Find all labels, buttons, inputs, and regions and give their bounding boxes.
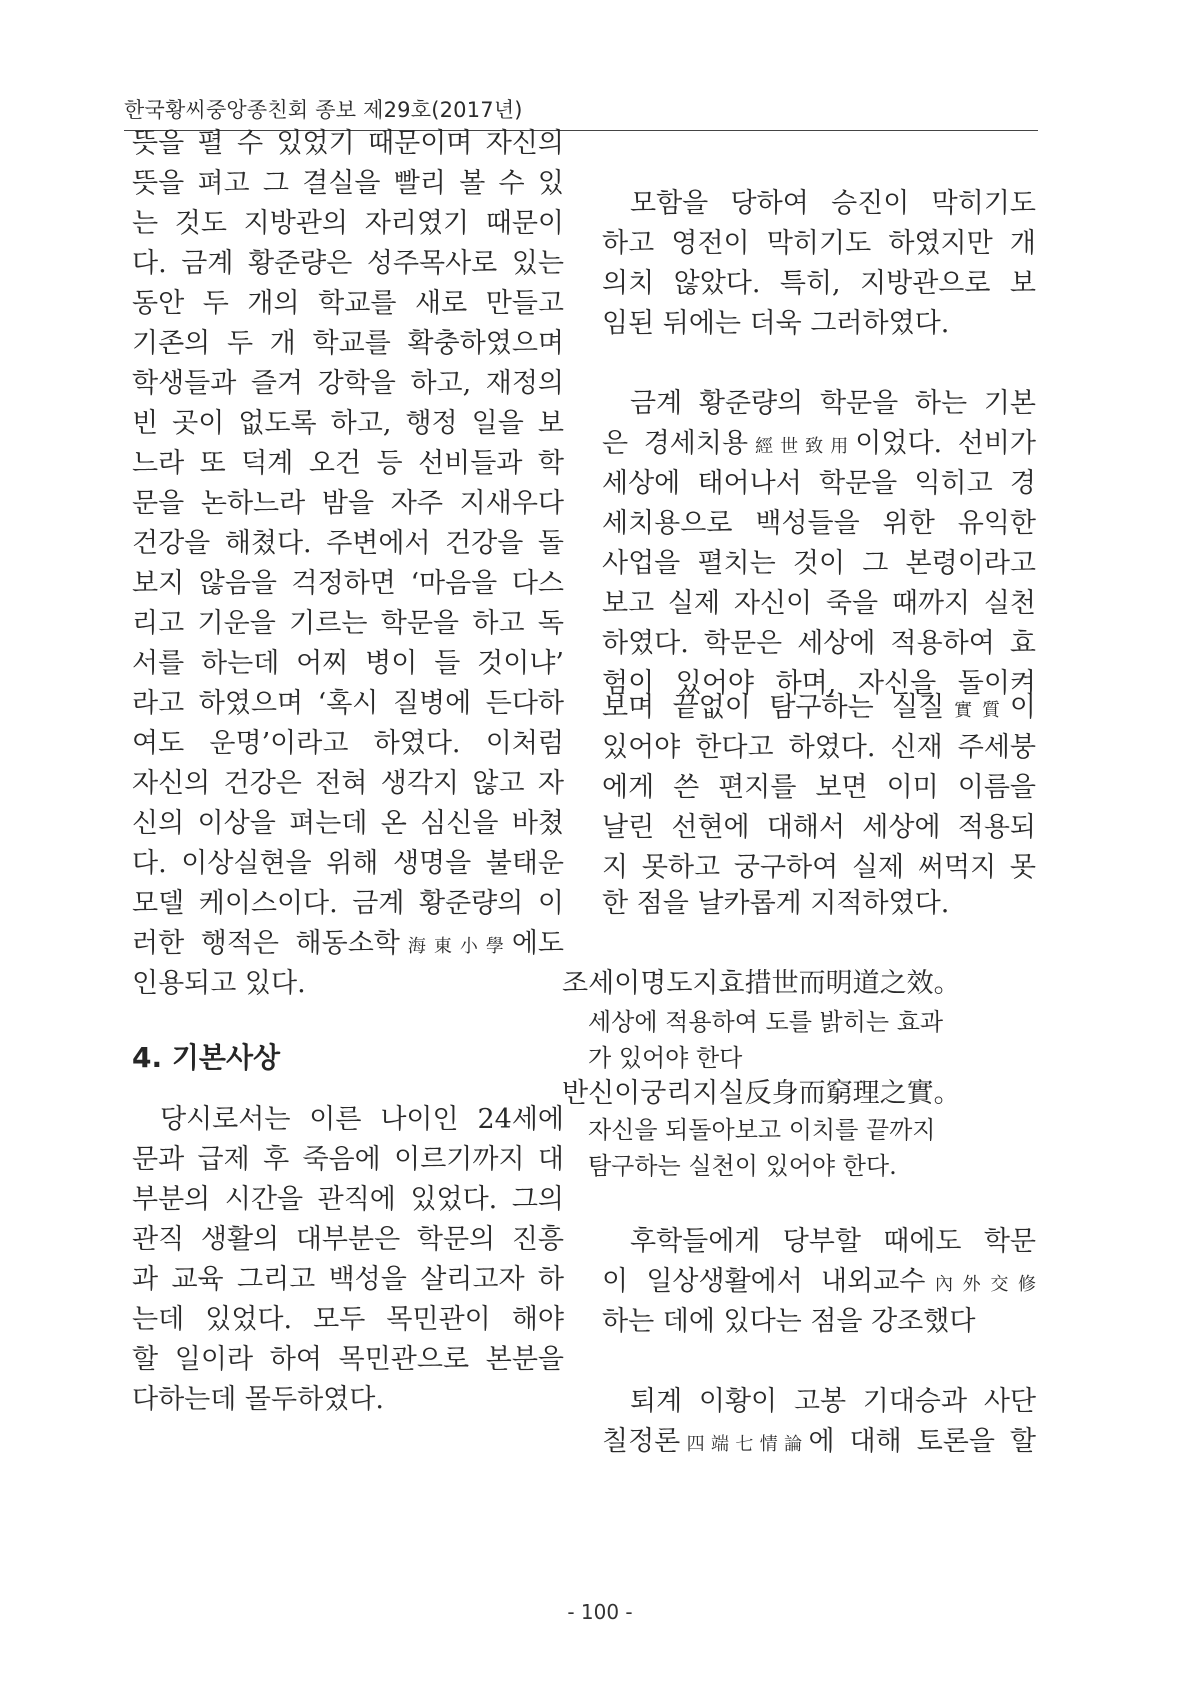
- quote-translation: 자신을 되돌아보고 이치를 끝까지: [588, 1116, 936, 1144]
- text-line: 이 일상생활에서 내외교수內外交修: [602, 1266, 1036, 1297]
- text-line: 험이 있어야 하며, 자신을 돌이켜: [602, 668, 1036, 699]
- text-line: 보고 실제 자신이 죽을 때까지 실천: [602, 588, 1036, 619]
- hanja-annotation: 海東小學: [399, 936, 512, 957]
- text-line: 기존의 두 개 학교를 확충하였으며: [132, 328, 564, 359]
- text-line: 는 것도 지방관의 자리였기 때문이: [132, 208, 564, 239]
- text-line: 세상에 태어나서 학문을 익히고 경: [602, 468, 1036, 499]
- hanja-annotation: 內外交修: [925, 1274, 1036, 1295]
- text-line: 모델 케이스이다. 금계 황준량의 이: [132, 888, 564, 919]
- text-line: 신의 이상을 펴는데 온 심신을 바쳤: [132, 808, 564, 839]
- text-line: 과 교육 그리고 백성을 살리고자 하: [132, 1264, 564, 1295]
- text-line: 학생들과 즐겨 강학을 하고, 재정의: [132, 368, 564, 399]
- quote-translation: 가 있어야 한다: [588, 1044, 743, 1072]
- text-line: 동안 두 개의 학교를 새로 만들고: [132, 288, 564, 319]
- text-line: 여도 운명’이라고 하였다. 이처럼: [132, 728, 564, 759]
- hanja-annotation: 經世致用: [748, 436, 856, 457]
- text-line: 라고 하였으며 ‘혹시 질병에 든다하: [132, 688, 564, 719]
- text-line: 후학들에게 당부할 때에도 학문: [630, 1226, 1036, 1257]
- text-line: 사업을 펼치는 것이 그 본령이라고: [602, 548, 1036, 579]
- text-line: 보며 끝없이 탐구하는 실질實質이: [602, 692, 1036, 723]
- classical-quote: 조세이명도지효措世而明道之效。: [562, 968, 961, 999]
- text-line: 뜻을 펴고 그 결실을 빨리 볼 수 있: [132, 168, 564, 199]
- text-line: 는데 있었다. 모두 목민관이 해야: [132, 1304, 564, 1335]
- text-line: 다. 금계 황준량은 성주목사로 있는: [132, 248, 564, 279]
- text-line: 금계 황준량의 학문을 하는 기본: [630, 388, 1036, 419]
- text-line: 있어야 한다고 하였다. 신재 주세붕: [602, 732, 1036, 763]
- text-line: 날린 선현에 대해서 세상에 적용되: [602, 812, 1036, 843]
- text-line: 할 일이라 하여 목민관으로 본분을: [132, 1344, 564, 1375]
- text-line: 하는 데에 있다는 점을 강조했다: [602, 1306, 976, 1337]
- text-line: 하였다. 학문은 세상에 적용하여 효: [602, 628, 1036, 659]
- text-line: 서를 하는데 어찌 병이 들 것이냐’: [132, 648, 564, 679]
- text-line: 에게 쓴 편지를 보면 이미 이름을: [602, 772, 1036, 803]
- text-line: 관직 생활의 대부분은 학문의 진흥: [132, 1224, 564, 1255]
- text-line: 리고 기운을 기르는 학문을 하고 독: [132, 608, 564, 639]
- text-line: 의치 않았다. 특히, 지방관으로 보: [602, 268, 1036, 299]
- page-number: - 100 -: [567, 1600, 633, 1624]
- text-line: 하고 영전이 막히기도 하였지만 개: [602, 228, 1036, 259]
- text-line: 건강을 해쳤다. 주변에서 건강을 돌: [132, 528, 564, 559]
- text-line: 다. 이상실현을 위해 생명을 불태운: [132, 848, 564, 879]
- text-line: 당시로서는 이른 나이인 24세에: [160, 1104, 564, 1135]
- classical-quote: 반신이궁리지실反身而窮理之實。: [562, 1078, 961, 1109]
- text-line: 러한 행적은 해동소학海東小學에도: [132, 928, 565, 959]
- text-line: 느라 또 덕계 오건 등 선비들과 학: [132, 448, 564, 479]
- text-line: 임된 뒤에는 더욱 그러하였다.: [602, 308, 950, 339]
- text-line: 칠정론四端七情論에 대해 토론을 할: [602, 1426, 1036, 1457]
- hanja-annotation: 實質: [944, 700, 1010, 721]
- journal-header-title: 한국황씨중앙종친회 종보 제29호(2017년): [124, 98, 523, 122]
- text-line: 지 못하고 궁구하여 실제 써먹지 못: [602, 852, 1036, 883]
- text-line: 부분의 시간을 관직에 있었다. 그의: [132, 1184, 564, 1215]
- section-heading: 4. 기본사상: [132, 1041, 281, 1074]
- text-line: 인용되고 있다.: [132, 968, 306, 999]
- hanja-annotation: 四端七情論: [680, 1434, 809, 1455]
- quote-translation: 탐구하는 실천이 있어야 한다.: [588, 1152, 897, 1180]
- text-line: 한 점을 날카롭게 지적하였다.: [602, 888, 950, 919]
- text-line: 다하는데 몰두하였다.: [132, 1384, 384, 1415]
- text-line: 은 경세치용經世致用이었다. 선비가: [602, 428, 1036, 459]
- text-line: 빈 곳이 없도록 하고, 행정 일을 보: [132, 408, 564, 439]
- quote-translation: 세상에 적용하여 도를 밝히는 효과: [588, 1008, 944, 1036]
- text-line: 퇴계 이황이 고봉 기대승과 사단: [630, 1386, 1036, 1417]
- text-line: 자신의 건강은 전혀 생각지 않고 자: [132, 768, 564, 799]
- text-line: 뜻을 펼 수 있었기 때문이며 자신의: [132, 128, 564, 159]
- text-line: 문과 급제 후 죽음에 이르기까지 대: [132, 1144, 564, 1175]
- text-line: 보지 않음을 걱정하면 ‘마음을 다스: [132, 568, 564, 599]
- text-line: 문을 논하느라 밤을 자주 지새우다: [132, 488, 564, 519]
- text-line: 세치용으로 백성들을 위한 유익한: [602, 508, 1036, 539]
- text-line: 모함을 당하여 승진이 막히기도: [630, 188, 1036, 219]
